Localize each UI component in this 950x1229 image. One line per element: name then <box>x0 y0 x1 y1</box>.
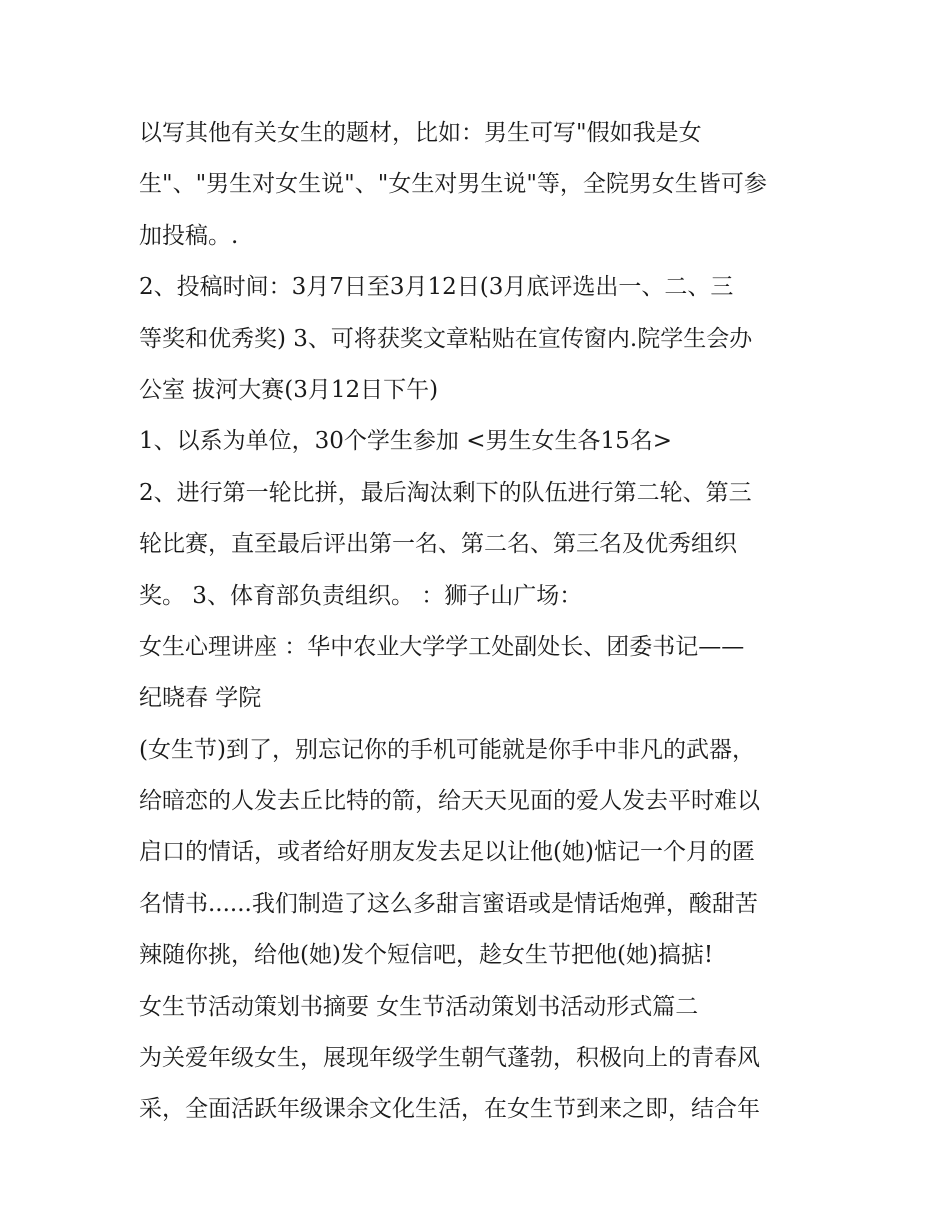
text-line-16: 名情书......我们制造了这么多甜言蜜语或是情话炮弹，酸甜苦 <box>139 890 758 917</box>
text-line-9: 轮比赛，直至最后评出第一名、第二名、第三名及优秀组织 <box>139 531 737 558</box>
text-line-10: 奖。 3、体育部负责组织。 ：狮子山广场： <box>139 582 583 609</box>
text-line-3: 加投稿。. <box>139 222 239 249</box>
text-line-13: (女生节)到了，别忘记你的手机可能就是你手中非凡的武器， <box>139 736 755 763</box>
text-line-8: 2、进行第一轮比拼，最后淘汰剩下的队伍进行第二轮、第三 <box>139 479 752 506</box>
text-line-19: 为关爱年级女生，展现年级学生朝气蓬勃，积极向上的青春风 <box>139 1045 760 1072</box>
text-line-7: 1、以系为单位，30个学生参加 <男生女生各15名> <box>139 428 673 455</box>
text-line-5: 等奖和优秀奖) 3、可将获奖文章粘贴在宣传窗内.院学生会办 <box>139 325 753 352</box>
text-line-17: 辣随你挑，给他(她)发个短信吧，趁女生节把他(她)搞掂! <box>139 942 714 969</box>
text-line-4: 2、投稿时间：3月7日至3月12日(3月底评选出一、二、三 <box>139 274 734 301</box>
text-line-2: 生"、"男生对女生说"、"女生对男生说"等，全院男女生皆可参 <box>139 171 767 198</box>
text-line-12: 纪晓春 学院 <box>139 685 262 712</box>
text-line-1: 以写其他有关女生的题材，比如：男生可写"假如我是女 <box>139 120 702 146</box>
body-text <box>139 108 829 1136</box>
text-line-18: 女生节活动策划书摘要 女生节活动策划书活动形式篇二 <box>139 993 699 1020</box>
text-line-14: 给暗恋的人发去丘比特的箭，给天天见面的爱人发去平时难以 <box>139 788 760 815</box>
text-line-20: 采，全面活跃年级课余文化生活，在女生节到来之即，结合年 <box>139 1096 760 1123</box>
text-line-15: 启口的情话，或者给好朋友发去足以让他(她)惦记一个月的匿 <box>139 839 755 866</box>
text-line-6: 公室 拔河大赛(3月12日下午) <box>139 376 439 403</box>
text-line-11: 女生心理讲座 ：华中农业大学学工处副处长、团委书记—— <box>139 633 745 660</box>
